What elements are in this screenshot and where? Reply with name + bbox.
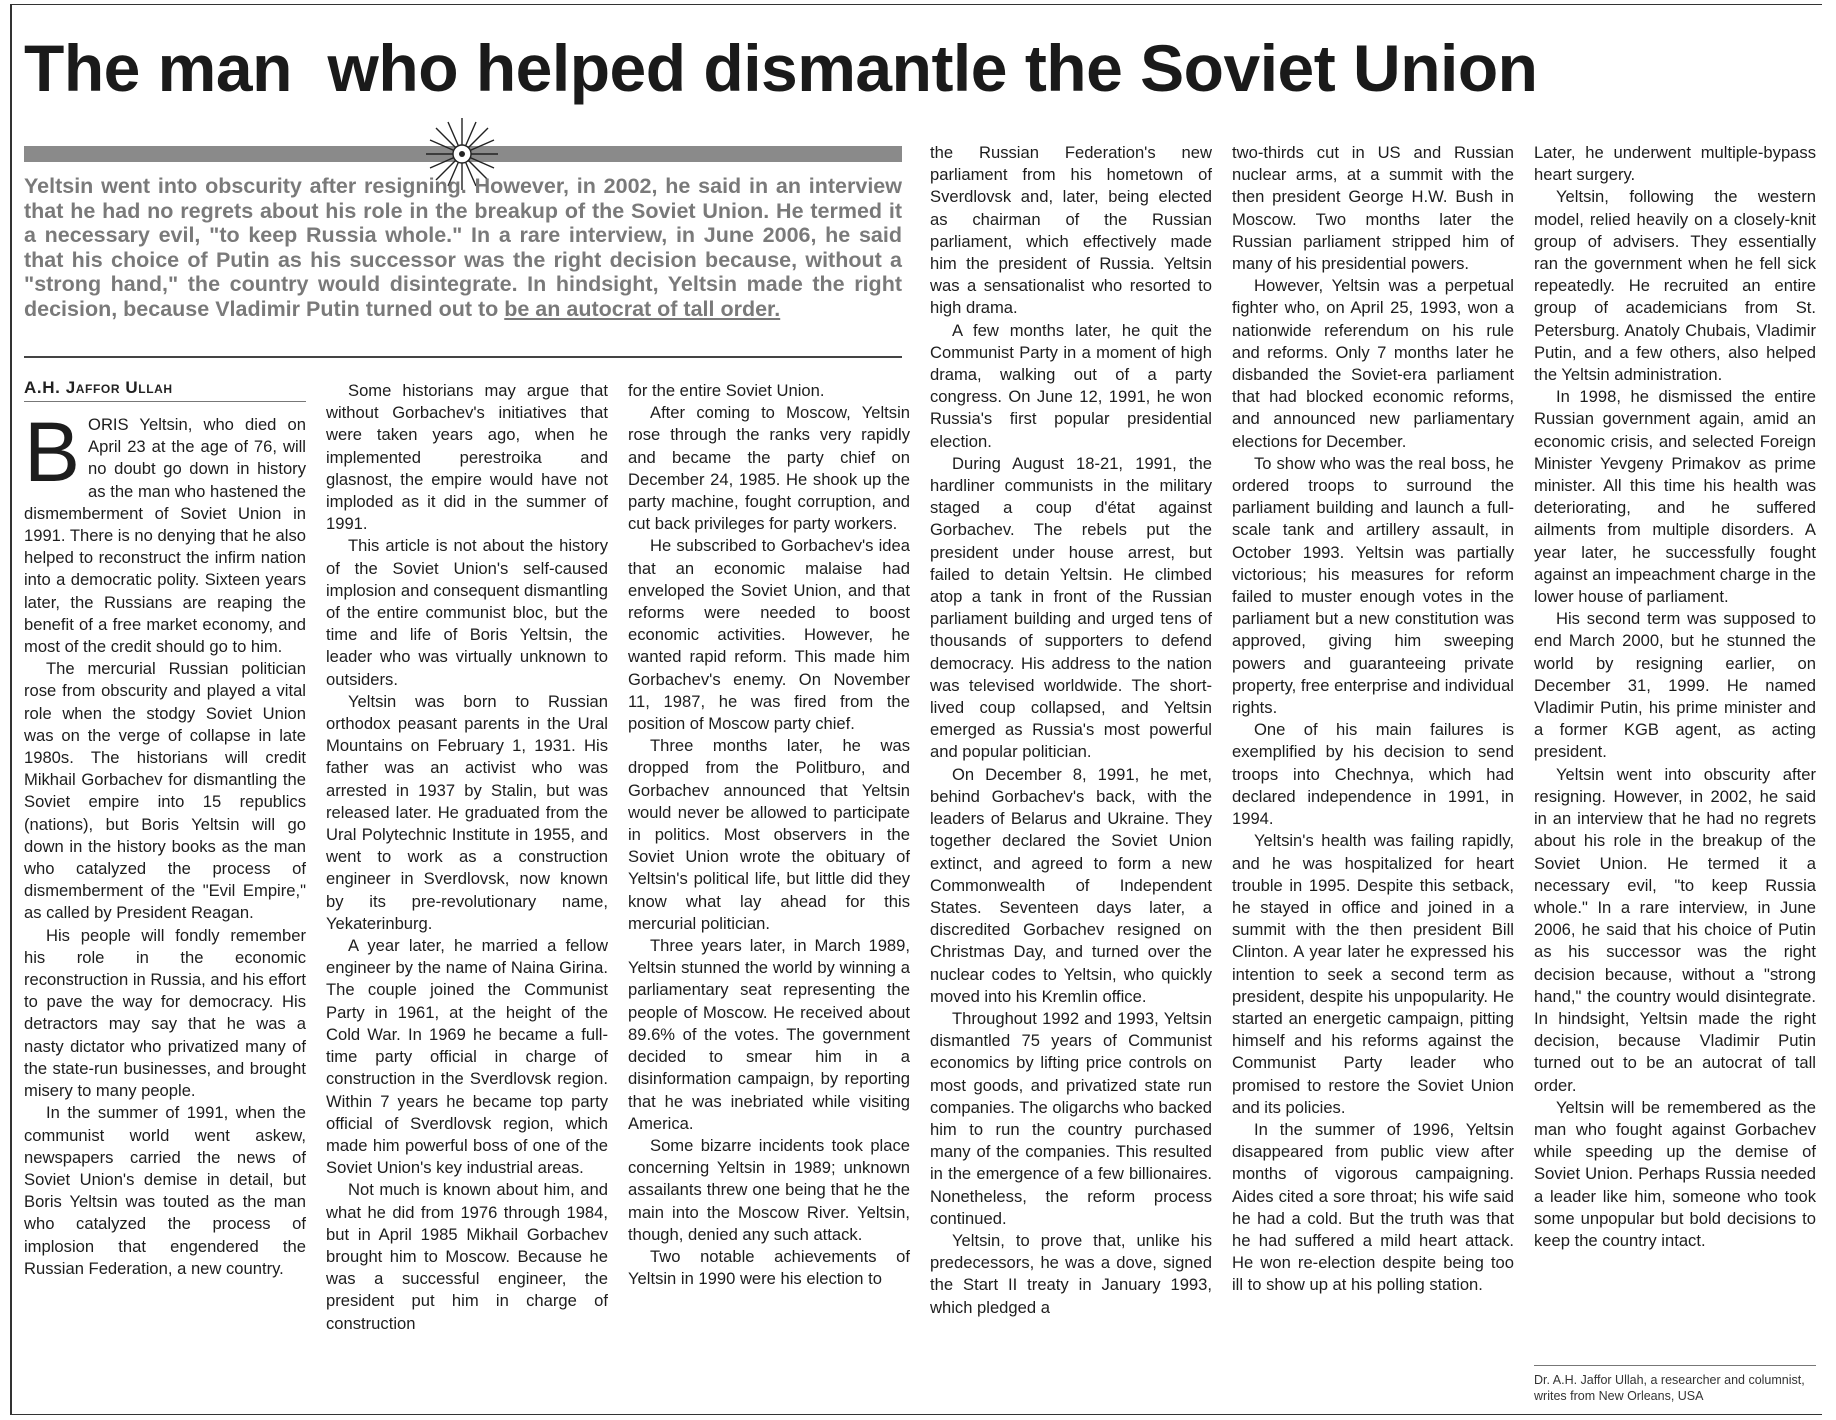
paragraph: Two notable achievements of Yeltsin in 1990 were his election to [628,1246,910,1289]
article-column-2 [326,380,608,1335]
paragraph: His second term was supposed to end March 2000, but he stunned the world by resigning earlier, on December 31, 1999. He named Vladimir Putin, his prime minister and a former KGB agent, as acting president. [1534,609,1816,762]
paragraph: Yeltsin's health was failing rapidly, and he was hospitalized for heart trouble in 1995. Despite this setback, he stayed in office and joined in a summit with the then president Bill Clinton. A year later he expressed his intention to seek a second term as president, despite his unpopularity. He started an energetic campaign, pitting himself and his reforms against the Communist Party leader who promised to restore the Soviet Union and its policies. [1232,831,1514,1117]
paragraph: Some bizarre incidents took place concerning Yeltsin in 1989; unknown assailants threw one being that he the main into the Moscow River. Yeltsin, though, denied any such attack. [628,1135,910,1244]
byline: A.H. Jaffor Ullah [24,378,173,397]
paragraph: Yeltsin went into obscurity after resigning. However, in 2002, he said in an interview that he had no regrets about his role in the breakup of the Soviet Union. He termed it a necessary evil, "to keep Russia whole." In a rare interview, in June 2006, he said that his choice of Putin as his successor was the right decision because, without a "strong hand," the country would disintegrate. In hindsight, Yeltsin made the right decision, because Vladimir Putin turned out to be an autocrat of tall order. [1534,764,1816,1095]
paragraph: To show who was the real boss, he ordered troops to surround the parliament building and launch a full-scale tank and artillery assault, in October 1993. Yeltsin was partially victorious; his measures for reform failed to muster enough votes in the parliament but a new constitution was approved, giving him sweeping powers and guaranteeing private property, free enterprise and individual rights. [1232,453,1514,718]
headline: The man who helped dismantle the Soviet Union [24,31,1538,105]
article-column-5 [1232,142,1514,1297]
left-rule [10,4,12,1414]
deck-summary [24,174,902,322]
paragraph: On December 8, 1991, he met, behind Gorbachev's back, with the leaders of Belarus and Ukraine. They together declared the Soviet Union extinct, and agreed to form a new Commonwealth of Independent States. Seventeen days later, a discredited Gorbachev resigned on Christmas Day, and turned over the nuclear codes to Yeltsin, who quickly moved into his Kremlin office. [930,764,1212,1006]
paragraph: the Russian Federation's new parliament from his hometown of Sverdlovsk and, later, being elected as chairman of the Russian parliament, which effectively made him the president of Russia. Yeltsin was a sensationalist who resorted to high drama. [930,143,1212,318]
paragraph: The mercurial Russian politician rose from obscurity and played a vital role when the stodgy Soviet Union was on the verge of collapse in late 1980s. The historians will credit Mikhail Gorbachev for dismantling the Soviet empire into 15 republics (nations), but Boris Yeltsin will go down in the history books as the man who catalyzed the process of dismemberment of the "Evil Empire," as called by President Reagan. [24,659,306,923]
article-column-6 [1534,142,1816,1252]
paragraph: A few months later, he quit the Communist Party in a moment of high drama, walking out of a party congress. On June 12, 1991, he won Russia's first popular presidential election. [930,320,1212,451]
paragraph: However, Yeltsin was a perpetual fighter who, on April 25, 1993, won a nationwide referendum on his rule and reforms. Only 7 months later he disbanded the Soviet-era parliament that had blocked economic reforms, and announced new parliamentary elections for December. [1232,276,1514,451]
paragraph: Yeltsin, following the western model, relied heavily on a closely-knit group of advisers. They essentially ran the government when he fell sick repeatedly. He recruited an entire group of academicians from St. Petersburg. Anatoly Chubais, Vladimir Putin, and a few others, also helped the Yeltsin administration. [1534,187,1816,385]
deck-text: Yeltsin went into obscurity after resigning. However, in 2002, he said in an interview that he had no regrets about his role in the breakup of the Soviet Union. He termed it a necessary evil, "to keep Russia whole." In a rare interview, in June 2006, he said that his choice of Putin as his successor was the right decision because, without a "strong hand," the country would disintegrate. In hindsight, Yeltsin made the right decision, because Vladimir Putin turned out to [24,174,902,321]
paragraph: Some historians may argue that without Gorbachev's initiatives that were taken years ago, when he implemented perestroika and glasnost, the empire would have not imploded as it did in the summer of 1991. [326,381,608,534]
article-column-4 [930,142,1212,1319]
deck-rule [24,356,902,358]
paragraph: He subscribed to Gorbachev's idea that an economic malaise had enveloped the Soviet Union, and that reforms were needed to boost economic activities. However, he wanted rapid reform. This made him Gorbachev's enemy. On November 11, 1987, he was fired from the position of Moscow party chief. [628,536,910,734]
credit-rule [1534,1365,1816,1366]
bottom-rule [10,1414,1822,1415]
paragraph: Yeltsin, to prove that, unlike his predecessors, he was a dove, signed the Start II treaty in January 1993, which pledged a [930,1230,1212,1317]
paragraph: In the summer of 1991, when the communist world went askew, newspapers carried the news of Soviet Union's demise in detail, but Boris Yeltsin was touted as the man who catalyzed the process of implosion that engendered the Russian Federation, a new country. [24,1103,306,1278]
paragraph: two-thirds cut in US and Russian nuclear arms, at a summit with the then president George H.W. Bush in Moscow. Two months later the Russian parliament stripped him of many of his presidential powers. [1232,143,1514,274]
paragraph [24,405,306,658]
paragraph: During August 18-21, 1991, the hardliner communists in the military staged a coup d'état against Gorbachev. The rebels put the president under house arrest, but failed to detain Yeltsin. He climbed atop a tank in front of the Russian parliament building and urged tens of thousands of supporters to defend democracy. His address to the nation was televised worldwide. The short-lived coup collapsed, and Yeltsin emerged as Russia's most powerful and popular politician. [930,453,1212,762]
paragraph: This article is not about the history of the Soviet Union's self-caused implosion and consequent dismantling of the entire communist bloc, but the time and life of Boris Yeltsin, the leader who was virtually unknown to outsiders. [326,536,608,689]
paragraph: In 1998, he dismissed the entire Russian government again, amid an economic crisis, and selected Foreign Minister Yevgeny Primakov as prime minister. All this time his health was deteriorating, and he suffered ailments from multiple disorders. A year later, he successfully fought against an impeachment charge in the lower house of parliament. [1534,387,1816,607]
author-credit: Dr. A.H. Jaffor Ullah, a researcher and columnist, writes from New Orleans, USA [1534,1373,1805,1403]
paragraph: Yeltsin was born to Russian orthodox peasant parents in the Ural Mountains on February 1, 1931. His father was an activist who was arrested in 1937 by Stalin, but was released later. He graduated from the Ural Polytechnic Institute in 1955, and went to work as a construction engineer in Sverdlovsk, now known by its pre-revolutionary name, Yekaterinburg. [326,691,608,933]
paragraph: Yeltsin will be remembered as the man who fought against Gorbachev while speeding up the demise of Soviet Union. Perhaps Russia needed a leader like him, someone who took some unpopular but bold decisions to keep the country intact. [1534,1097,1816,1250]
top-rule [10,4,1822,5]
article-column-1 [24,405,306,1280]
paragraph: Not much is known about him, and what he did from 1976 through 1984, but in April 1985 Mikhail Gorbachev brought him to Moscow. Because he was a successful engineer, the president put him in charge of construction [326,1180,608,1333]
paragraph: Three years later, in March 1989, Yeltsin stunned the world by winning a parliamentary seat representing the people of Moscow. He received about 89.6% of the votes. The government decided to smear him in a disinformation campaign, by reporting that he was inebriated while visiting America. [628,936,910,1133]
paragraph: After coming to Moscow, Yeltsin rose through the ranks very rapidly and became the party chief on December 24, 1985. He shook up the party machine, fought corruption, and cut back privileges for party workers. [628,403,910,534]
drop-cap: B [24,405,81,499]
paragraph: One of his main failures is exemplified by his decision to send troops into Chechnya, which had declared independence in 1991, in 1994. [1232,720,1514,829]
paragraph: Later, he underwent multiple-bypass heart surgery. [1534,143,1816,185]
paragraph: His people will fondly remember his role in the economic reconstruction in Russia, and his effort to pave the way for democracy. His detractors may say that he was a nasty dictator who privatized many of the state-run businesses, and brought misery to many people. [24,925,306,1101]
paragraph: for the entire Soviet Union. [628,381,825,400]
byline-rule [24,401,306,402]
paragraph: In the summer of 1996, Yeltsin disappeared from public view after months of vigorous campaigning. Aides cited a sore throat; his wife said he had a cold. But the truth was that he had suffered a mild heart attack. He won re-election despite being too ill to show up at his polling station. [1232,1119,1514,1295]
article-column-3 [628,380,910,1290]
paragraph: A year later, he married a fellow engineer by the name of Naina Girina. The couple joined the Communist Party in 1961, at the height of the Cold War. In 1969 he became a full-time party official in charge of construction in the Sverdlovsk region. Within 7 years he became top party official of Sverdlovsk region, which made him powerful boss of one of the Soviet Union's key industrial areas. [326,936,608,1178]
paragraph: Throughout 1992 and 1993, Yeltsin dismantled 75 years of Communist economics by lifting price controls on most goods, and privatized state run companies. The oligarchs who backed him to run the country purchased many of the companies. This resulted in the emergence of a few billionaires. Nonetheless, the reform process continued. [930,1008,1212,1228]
paragraph-text: ORIS Yeltsin, who died on April 23 at the age of 76, will no doubt go down in history as the man who hastened the dismemberment of Soviet Union in 1991. There is no denying that he also helped to reconstruct the infirm nation into a democratic polity. Sixteen years later, the Russians are reaping the benefit of a free market economy, and most of the credit should go to him. [24,415,306,657]
paragraph: Three months later, he was dropped from the Politburo, and Gorbachev announced that Yeltsin would never be allowed to participate in politics. Most observers in the Soviet Union wrote the obituary of Yeltsin's political life, but little did they know what lay ahead for this mercurial politician. [628,736,910,933]
deck-underlined-text: be an autocrat of tall order. [504,296,781,321]
